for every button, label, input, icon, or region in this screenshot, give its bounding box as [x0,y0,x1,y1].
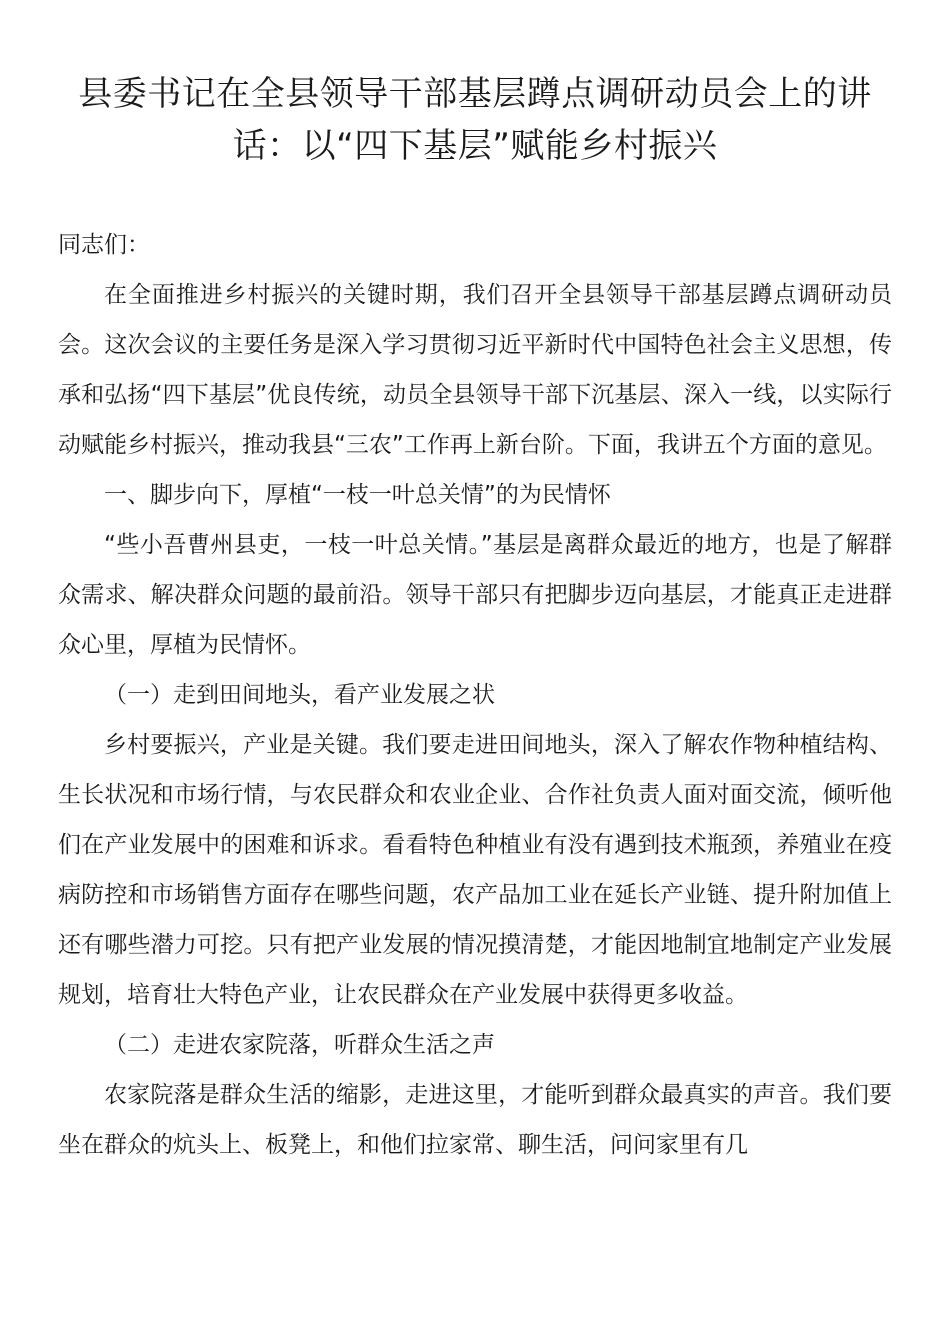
section-heading-1: 一、脚步向下，厚植“一枝一叶总关情”的为民情怀 [104,482,611,508]
paragraph-subsection-1: 乡村要振兴，产业是关键。我们要走进田间地头，深入了解农作物种植结构、生长状况和市场行情，与农民群众和农业企业、合作社负责人面对面交流，倾听他们在产业发展中的困难和诉求。看看特色种植业有没有遇到技术瓶颈，养殖业在疫病防控和市场销售方面存在哪些问题，农产品加工业在延长产业链、提升附加值上还有哪些潜力可挖。只有把产业发展的情况摸清楚，才能因地制宜地制定产业发展规划，培育壮大特色产业，让农民群众在产业发展中获得更多收益。 [58,732,892,1008]
paragraph-section-1: “些小吾曹州县吏，一枝一叶总关情。”基层是离群众最近的地方，也是了解群众需求、解决群众问题的最前沿。领导干部只有把脚步迈向基层，才能真正走进群众心里，厚植为民情怀。 [58,532,892,658]
subsection-heading-2: （二）走进农家院落，听群众生活之声 [104,1032,495,1058]
document-title: 县委书记在全县领导干部基层蹲点调研动员会上的讲话：以“四下基层”赋能乡村振兴 [78,74,872,166]
salutation: 同志们： [58,232,150,258]
paragraph-intro: 在全面推进乡村振兴的关键时期，我们召开全县领导干部基层蹲点调研动员会。这次会议的主要任务是深入学习贯彻习近平新时代中国特色社会主义思想，传承和弘扬“四下基层”优良传统，动员全县领导干部下沉基层、深入一线，以实际行动赋能乡村振兴，推动我县“三农”工作再上新台阶。下面，我讲五个方面的意见。 [58,282,892,458]
paragraph-subsection-2: 农家院落是群众生活的缩影，走进这里，才能听到群众最真实的声音。我们要坐在群众的炕头上、板凳上，和他们拉家常、聊生活，问问家里有几 [58,1082,892,1158]
document-body [58,220,892,1170]
subsection-heading-1: （一）走到田间地头，看产业发展之状 [104,682,495,708]
